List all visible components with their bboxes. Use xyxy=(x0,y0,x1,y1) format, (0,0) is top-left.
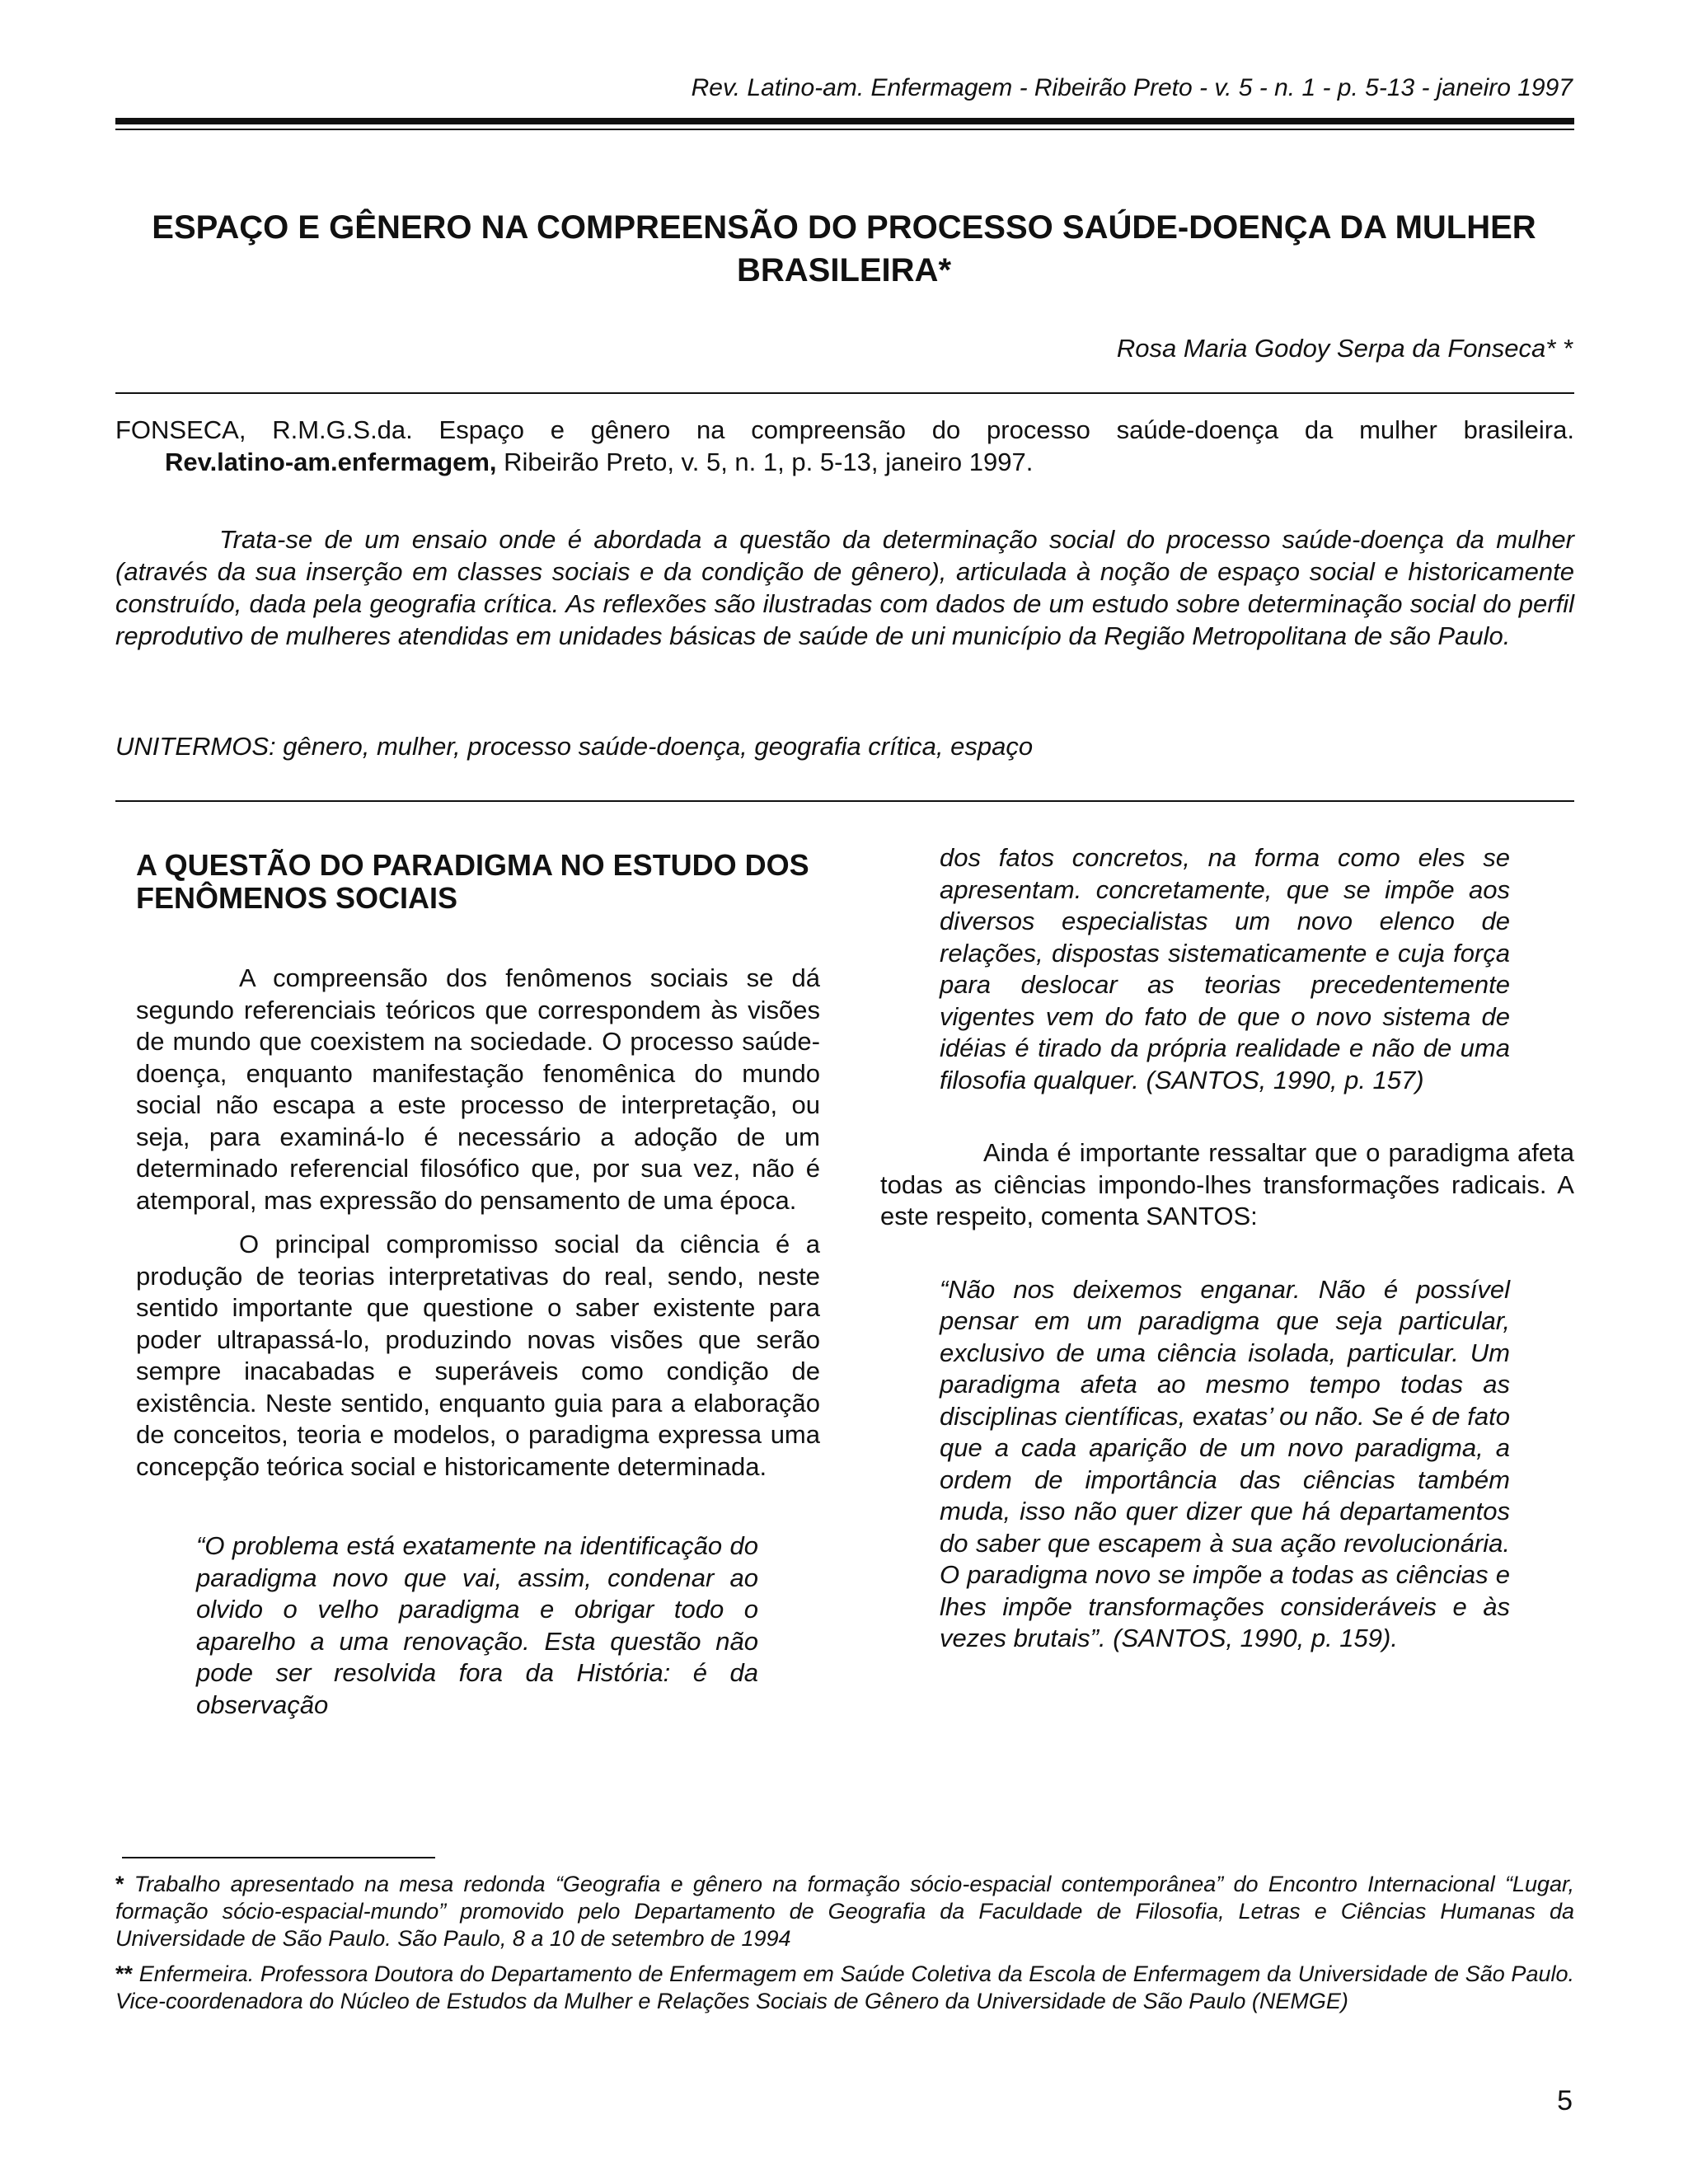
article-title xyxy=(115,206,1573,292)
header-rule-thin xyxy=(115,129,1574,130)
keywords: UNITERMOS: gênero, mulher, processo saúde-doença, geografia crítica, espaço xyxy=(115,732,1034,761)
footnote-2-mark: ** xyxy=(115,1961,134,1986)
footnote-1-mark: * xyxy=(115,1872,124,1896)
divider-rule-bottom xyxy=(115,800,1574,802)
footnote-rule xyxy=(122,1857,435,1858)
citation-journal: Rev.latino-am.enfermagem, xyxy=(165,448,497,476)
footnote-2-text: Enfermeira. Professora Doutora do Departamento de Enfermagem em Saúde Coletiva da Escola de Enfermagem da Universidade de São Paulo. Vice-coordenadora do Núcleo de Estudos da Mulher e Relações Sociais de Gênero da Universidade de São Paulo (NEMGE) xyxy=(115,1961,1574,2013)
block-quote-1-continued: dos fatos concretos, na forma como eles se apresentam. concretamente, que se impõe aos diversos especialistas um novo elenco de relações, dispostas sistematicamente e cuja força para deslocar as teorias precedentemente vigentes vem do fato de que o novo sistema de idéias é tirado da própria realidade e não de uma filosofia qualquer. (SANTOS, 1990, p. 157) xyxy=(940,843,1510,1094)
page-number: 5 xyxy=(1557,2085,1573,2116)
right-column xyxy=(880,842,1574,1655)
body-paragraph-1: A compreensão dos fenômenos sociais se dá segundo referenciais teóricos que correspondem às visões de mundo que coexistem na sociedade. O processo saúde-doença, enquanto manifestação fenomênica do mundo social não escapa a este processo de interpretação, ou seja, para examiná-lo é necessário a adoção de um determinado referencial filosófico que, por sua vez, não é atemporal, mas expressão do pensamento de uma época. xyxy=(136,963,820,1215)
article-title-line1: ESPAÇO E GÊNERO NA COMPREENSÃO DO PROCESSO SAÚDE-DOENÇA DA MULHER xyxy=(152,209,1536,246)
block-quote-1: “O problema está exatamente na identificação do paradigma novo que vai, assim, condenar ao olvido o velho paradigma e obrigar todo o aparelho a uma renovação. Esta questão não pode ser resolvida fora da História: é da observação xyxy=(196,1531,758,1719)
body-paragraph-3: Ainda é importante ressaltar que o paradigma afeta todas as ciências impondo-lhes transformações radicais. A este respeito, comenta SANTOS: xyxy=(880,1138,1574,1230)
author-name: Rosa Maria Godoy Serpa da Fonseca* * xyxy=(1116,334,1573,363)
footnote-1-text: Trabalho apresentado na mesa redonda “Geografia e gênero na formação sócio-espacial contemporânea” do Encontro Internacional “Lugar, formação sócio-espacial-mundo” promovido pelo Departamento de Geografia da Faculdade de Filosofia, Letras e Ciências Humanas da Universidade de São Paulo. São Paulo, 8 a 10 de setembro de 1994 xyxy=(115,1872,1574,1951)
article-title-line2: BRASILEIRA* xyxy=(736,252,952,288)
footnote-1 xyxy=(115,1871,1574,1952)
footnotes xyxy=(115,1871,1574,2023)
citation-block xyxy=(115,414,1574,478)
citation-details: Ribeirão Preto, v. 5, n. 1, p. 5-13, janeiro 1997. xyxy=(496,448,1034,476)
abstract: Trata-se de um ensaio onde é abordada a questão da determinação social do processo saúde-doença da mulher (através da sua inserção em classes sociais e da condição de gênero), articulada à noção de espaço social e historicamente construído, dada pela geografia crítica. As reflexões são ilustradas com dados de um estudo sobre determinação social do perfil reprodutivo de mulheres atendidas em unidades básicas de saúde de uni município da Região Metropolitana de são Paulo. xyxy=(115,525,1574,650)
citation-line1: FONSECA, R.M.G.S.da. Espaço e gênero na compreensão do processo saúde-doença da mulher brasileira. xyxy=(115,415,1574,444)
left-column xyxy=(136,849,820,1721)
section-heading: A QUESTÃO DO PARADIGMA NO ESTUDO DOS FENÔMENOS SOCIAIS xyxy=(136,848,809,915)
running-head: Rev. Latino-am. Enfermagem - Ribeirão Preto - v. 5 - n. 1 - p. 5-13 - janeiro 1997 xyxy=(691,74,1573,101)
divider-rule-top xyxy=(115,392,1574,394)
header-rule-thick xyxy=(115,118,1574,124)
body-paragraph-2: O principal compromisso social da ciência é a produção de teorias interpretativas do real, sendo, neste sentido importante que questione o saber existente para poder ultrapassá-lo, produzindo novas visões que serão sempre inacabadas e superáveis como condição de existência. Neste sentido, enquanto guia para a elaboração de conceitos, teoria e modelos, o paradigma expressa uma concepção teórica social e historicamente determinada. xyxy=(136,1230,820,1481)
footnote-2 xyxy=(115,1961,1574,2015)
block-quote-2: “Não nos deixemos enganar. Não é possível pensar em um paradigma que seja particular, exclusivo de uma ciência isolada, particular. Um paradigma afeta ao mesmo tempo todas as disciplinas científicas, exatas’ ou não. Se é de fato que a cada aparição de um novo paradigma, a ordem de importância das ciências também muda, isso não quer dizer que há departamentos do saber que escapem à sua ação revolucionária. O paradigma novo se impõe a todas as ciências e lhes impõe transformações consideráveis e às vezes brutais”. (SANTOS, 1990, p. 159). xyxy=(940,1274,1510,1652)
citation-line2 xyxy=(115,446,1574,478)
